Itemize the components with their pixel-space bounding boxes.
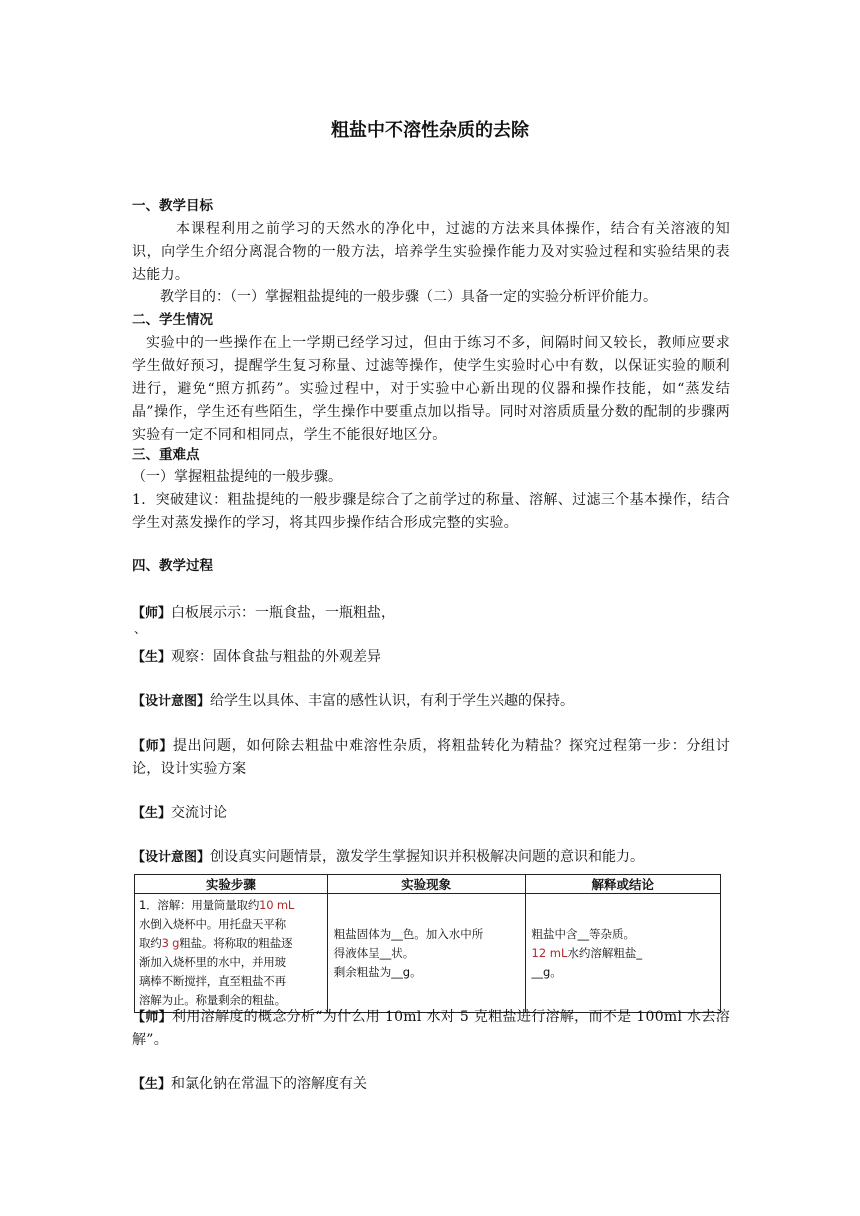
section-heading-objectives: 一、教学目标 <box>132 198 213 214</box>
dialogue-text: 观察：固体食盐与粗盐的外观差异 <box>171 649 382 665</box>
process-teacher-1 <box>132 603 730 624</box>
cell-phenomenon <box>327 894 525 1013</box>
process-teacher-2 <box>132 735 730 781</box>
step-text: 取约 <box>139 936 162 950</box>
header-step: 实验步骤 <box>135 875 328 894</box>
table-row <box>135 894 721 1013</box>
step-text: 1．溶解：用量筒量取约 <box>139 898 260 912</box>
table-header-row <box>135 875 721 894</box>
step-text: 渐加入烧杯里的水中，并用玻 <box>139 955 286 969</box>
process-design-intent-1 <box>132 691 730 712</box>
conclusion-text: 水约溶解粗盐_ <box>567 945 643 960</box>
conclusion-text: __g。 <box>531 964 562 979</box>
phenomenon-text: 粗盐固体为__色。加入水中所 <box>333 926 484 941</box>
stray-mark: 、 <box>134 622 147 636</box>
cell-step <box>135 894 328 1013</box>
role-tag: 【设计意图】 <box>132 850 211 865</box>
step-text: 粗盐。将称取的粗盐逐 <box>179 936 293 950</box>
objectives-purpose: 教学目的：（一）掌握粗盐提纯的一般步骤（二）具备一定的实验分析评价能力。 <box>160 289 657 305</box>
objectives-paragraph: 本课程利用之前学习的天然水的净化中，过滤的方法来具体操作，结合有关溶液的知识，向学生介绍分离混合物的一般方法，培养学生实验操作能力及对实验过程和实验结果的表达能力。 <box>132 221 730 283</box>
process-design-intent-2 <box>132 847 730 868</box>
dialogue-text: 交流讨论 <box>171 805 228 821</box>
section-heading-process: 四、教学过程 <box>132 558 213 574</box>
dialogue-text: 白板展示示：一瓶食盐，一瓶粗盐， <box>171 605 396 621</box>
step-text: 溶解为止。称量剩余的粗盐。 <box>139 993 286 1007</box>
dialogue-text: 给学生以具体、丰富的感性认识，有利于学生兴趣的保持。 <box>210 693 575 709</box>
experiment-table <box>134 874 721 1013</box>
role-tag: 【生】 <box>132 1077 172 1092</box>
process-student-3 <box>132 1074 730 1095</box>
cell-conclusion <box>525 894 721 1013</box>
section-heading-key-points: 三、重难点 <box>132 447 200 463</box>
page-title: 粗盐中不溶性杂质的去除 <box>331 120 529 141</box>
volume-value: 10 mL <box>259 898 295 912</box>
process-teacher-3 <box>132 1006 730 1052</box>
students-paragraph: 实验中的一些操作在上一学期已经学习过，但由于练习不多，间隔时间又较长，教师应要求学生做好预习，提醒学生复习称量、过滤等操作，使学生实验时心中有数，以保证实验的顺利进行，避免“照方抓药”。实验过程中，对于实验中心新出现的仪器和操作技能，如“蒸发结晶”操作，学生还有些陌生，学生操作中要重点加以指导。同时对溶质质量分数的配制的步骤两实验有一定不同和相同点，学生不能很好地区分。 <box>132 335 730 443</box>
step-text: 水倒入烧杯中。用托盘天平称 <box>139 917 286 931</box>
role-tag: 【师】 <box>132 739 174 754</box>
process-student-1 <box>132 647 730 668</box>
phenomenon-text: 剩余粗盐为__g。 <box>333 964 422 979</box>
role-tag: 【师】 <box>132 1010 172 1025</box>
mass-value: 3 g <box>161 936 180 950</box>
key-point-suggestion: 1．突破建议：粗盐提纯的一般步骤是综合了之前学过的称量、溶解、过滤三个基本操作，结合学生对蒸发操作的学习，将其四步操作结合形成完整的实验。 <box>132 492 730 531</box>
volume-value: 12 mL <box>531 945 568 960</box>
dialogue-text: 创设真实问题情景，激发学生掌握知识并积极解决问题的意识和能力。 <box>210 849 645 865</box>
role-tag: 【师】 <box>132 606 172 621</box>
dialogue-text: 提出问题，如何除去粗盐中难溶性杂质，将粗盐转化为精盐？探究过程第一步：分组讨论，设计实验方案 <box>132 738 730 777</box>
step-text: 璃棒不断搅拌，直至粗盐不再 <box>139 974 286 988</box>
header-conclusion: 解释或结论 <box>525 875 721 894</box>
process-student-2 <box>132 803 730 824</box>
key-point-item-1: （一）掌握粗盐提纯的一般步骤。 <box>132 469 342 485</box>
header-phenomenon: 实验现象 <box>327 875 525 894</box>
role-tag: 【生】 <box>132 806 172 821</box>
dialogue-text: 利用溶解度的概念分析“为什么用 10ml 水对 5 克粗盐进行溶解，而不是 100ml 水去溶解”。 <box>132 1009 731 1048</box>
role-tag: 【设计意图】 <box>132 694 211 709</box>
section-heading-students: 二、学生情况 <box>132 312 213 328</box>
phenomenon-text: 得液体呈__状。 <box>333 945 415 960</box>
dialogue-text: 和氯化钠在常温下的溶解度有关 <box>171 1076 368 1092</box>
role-tag: 【生】 <box>132 650 172 665</box>
conclusion-text: 粗盐中含__等杂质。 <box>531 926 635 941</box>
